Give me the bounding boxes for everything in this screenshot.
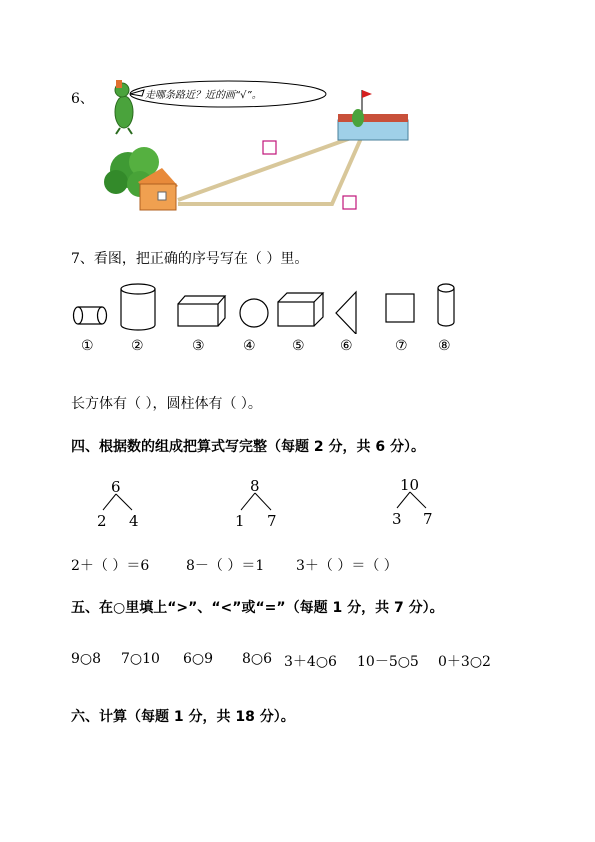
shape-8-vertical-cylinder [438, 284, 454, 326]
solid-shapes-row [70, 282, 470, 334]
equation-3[interactable]: 3＋（ ）＝（ ） [296, 558, 398, 574]
compare-item-6[interactable]: 10－5○5 [357, 654, 419, 670]
compare-item-3[interactable]: 6○9 [183, 651, 214, 667]
shape-label-8: ⑧ [438, 338, 451, 354]
equation-2[interactable]: 8－（ ）＝1 [186, 558, 265, 574]
shape-5-cuboid [278, 293, 323, 326]
shape-label-1: ① [81, 338, 94, 354]
tree-2-right: 7 [267, 512, 277, 530]
tree-1-top: 6 [111, 478, 121, 496]
section-4-heading: 四、根据数的组成把算式写完整（每题 2 分，共 6 分）。 [71, 439, 425, 455]
shape-label-4: ④ [243, 338, 256, 354]
shape-label-3: ③ [192, 338, 205, 354]
tree-3-left: 3 [392, 510, 402, 528]
speech-bubble-text: 走哪条路近？近的画“√”。 [145, 90, 262, 101]
section-5-heading: 五、在○里填上“>”、“<”或“=”（每题 1 分，共 7 分）。 [71, 600, 444, 616]
section-6-heading: 六、计算（每题 1 分，共 18 分）。 [71, 709, 295, 725]
compare-item-7[interactable]: 0＋3○2 [438, 654, 491, 670]
tree-2-top: 8 [250, 477, 260, 495]
tree-1-right: 4 [129, 512, 139, 530]
shape-label-5: ⑤ [292, 338, 305, 354]
compare-item-5[interactable]: 3＋4○6 [284, 654, 337, 670]
shape-3-cuboid [178, 296, 225, 326]
shape-label-7: ⑦ [395, 338, 408, 354]
shape-4-circle [240, 299, 268, 327]
shape-2-cylinder [121, 284, 155, 330]
tree-1-left: 2 [97, 512, 107, 530]
answer-box-lower-route[interactable] [343, 196, 356, 209]
question-7-prompt: 7、看图，把正确的序号写在（ ）里。 [71, 251, 309, 267]
shape-1-horizontal-cylinder [74, 307, 107, 324]
tree-3-top: 10 [400, 476, 420, 494]
compare-item-4[interactable]: 8○6 [242, 651, 273, 667]
shape-label-6: ⑥ [340, 338, 353, 354]
tree-3-right: 7 [423, 510, 433, 528]
question-6-number: 6、 [71, 91, 94, 107]
road-paths [178, 134, 362, 204]
shape-label-2: ② [131, 338, 144, 354]
school-building-icon [338, 90, 408, 140]
compare-item-2[interactable]: 7○10 [121, 651, 160, 667]
answer-box-upper-route[interactable] [263, 141, 276, 154]
tree-2-left: 1 [235, 512, 245, 530]
shape-7-square [386, 294, 414, 322]
frog-character-icon [115, 80, 133, 134]
question-7-answer-line[interactable]: 长方体有（ ），圆柱体有（ ）。 [71, 396, 262, 412]
compare-item-1[interactable]: 9○8 [71, 651, 102, 667]
shape-6-triangle [336, 292, 356, 334]
equation-1[interactable]: 2＋（ ）＝6 [71, 558, 150, 574]
